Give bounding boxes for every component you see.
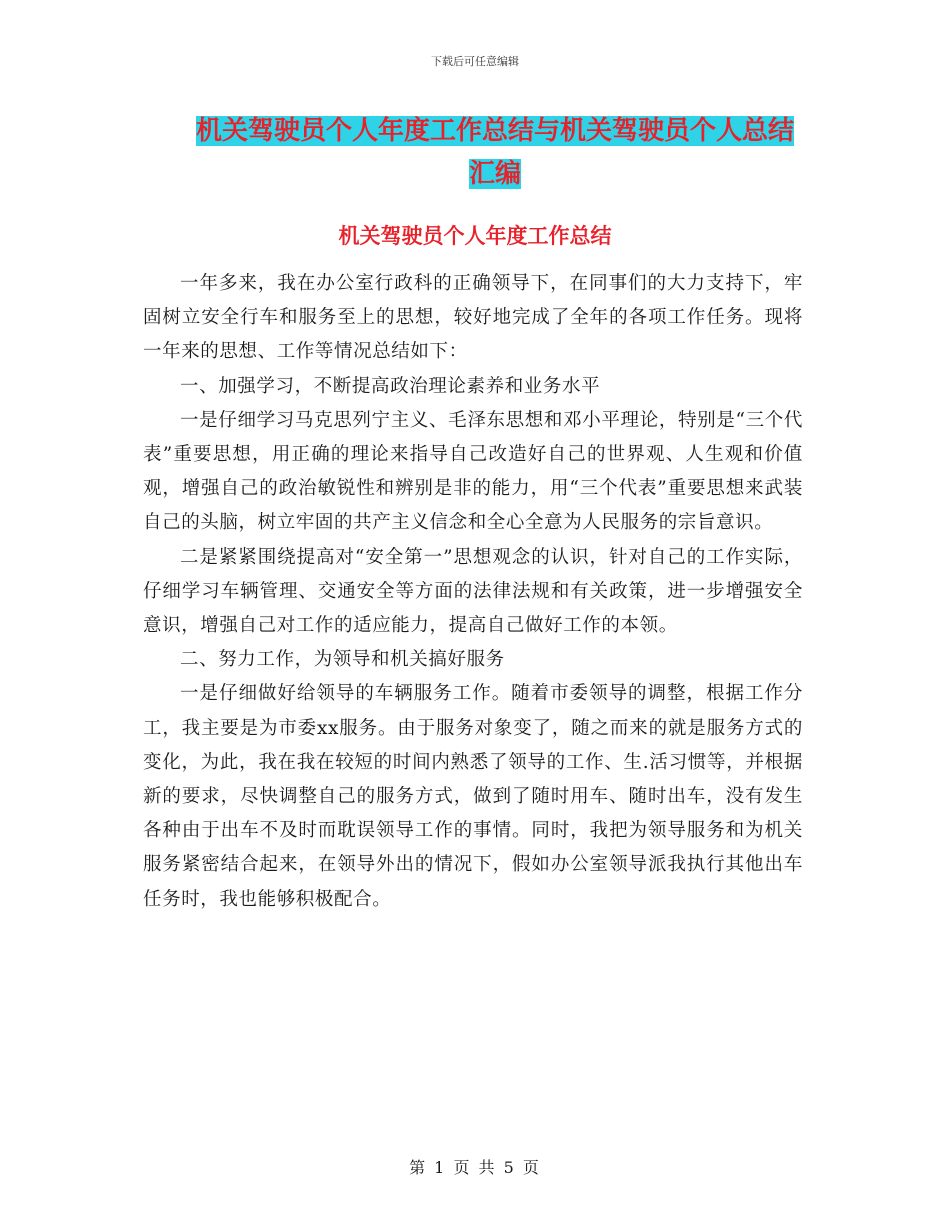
section-title: 机关驾驶员个人年度工作总结: [338, 224, 612, 248]
title-line-1: 机关驾驶员个人年度工作总结与机关驾驶员个人总结: [195, 116, 794, 146]
paragraph: 二是紧紧围绕提高对“安全第一”思想观念的认识，针对自己的工作实际，仔细学习车辆管理、交通安全等方面的法律法规和有关政策，进一步增强安全意识，增强自己对工作的适应能力，提高自己做好工作的本领。: [143, 546, 803, 637]
paragraph: 二、努力工作，为领导和机关搞好服务: [180, 649, 505, 671]
paragraph: 一、加强学习，不断提高政治理论素养和业务水平: [180, 375, 601, 397]
header-note: 下载后可任意编辑: [431, 55, 519, 68]
paragraph: 一是仔细学习马克思列宁主义、毛泽东思想和邓小平理论，特别是“三个代表”重要思想，用正确的理论来指导自己改造好自己的世界观、人生观和价值观，增强自己的政治敏锐性和辨别是非的能力，用“三个代表”重要思想来武装自己的头脑，树立牢固的共产主义信念和全心全意为人民服务的宗旨意识。: [143, 409, 803, 534]
paragraph: 一是仔细做好给领导的车辆服务工作。随着市委领导的调整，根据工作分工，我主要是为市委xx服务。由于服务对象变了，随之而来的就是服务方式的变化，为此，我在我在较短的时间内熟悉了领导的工作、生.活习惯等，并根据新的要求，尽快调整自己的服务方式，做到了随时用车、随时出车，没有发生各种由于出车不及时而耽误领导工作的事情。同时，我把为领导服务和为机关服务紧密结合起来，在领导外出的情况下，假如办公室领导派我执行其他出车任务时，我也能够积极配合。: [143, 683, 803, 910]
body-text: [143, 267, 803, 917]
document-title: [145, 110, 845, 196]
title-line-2: 汇编: [468, 159, 521, 189]
page-footer: 第 1 页 共 5 页: [409, 1158, 541, 1177]
paragraph: 一年多来，我在办公室行政科的正确领导下，在同事们的大力支持下，牢固树立安全行车和服务至上的思想，较好地完成了全年的各项工作任务。现将一年来的思想、工作等情况总结如下：: [143, 273, 803, 363]
